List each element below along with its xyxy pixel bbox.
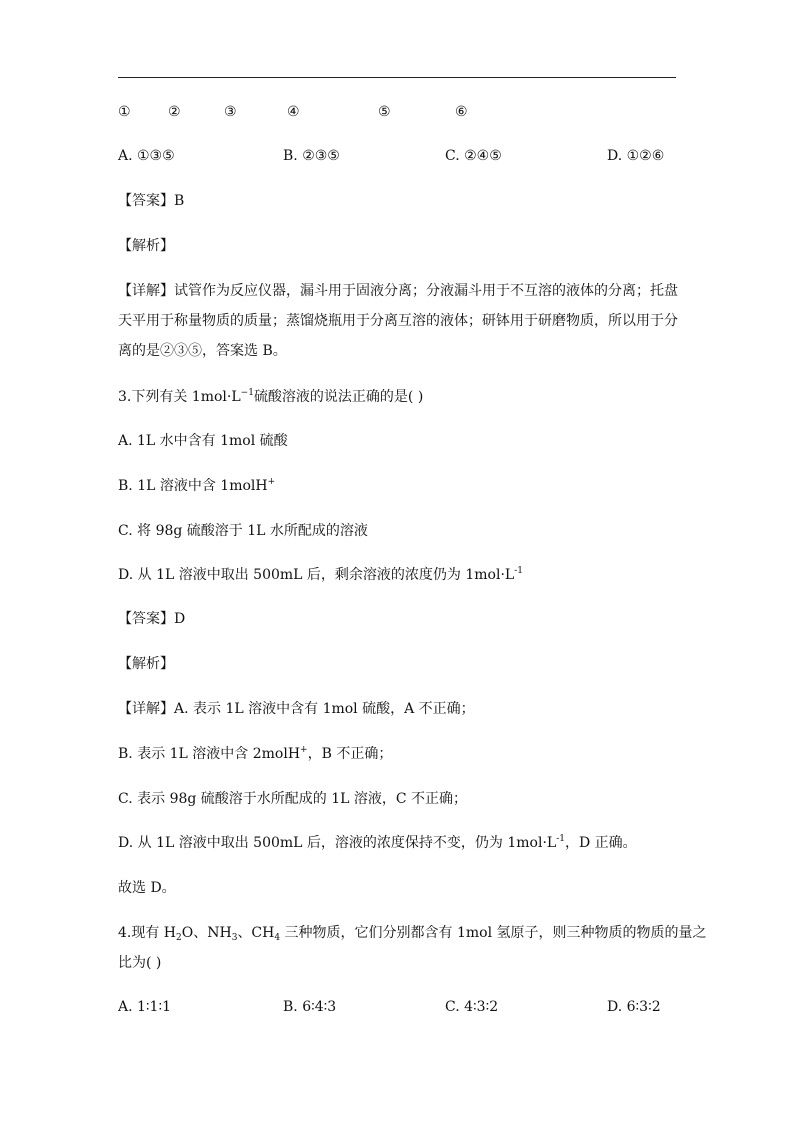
q2-option-c: C. ②④⑤ [445,148,502,164]
q3-detail-c: C. 表示 98g 硫酸溶于水所配成的 1L 溶液，C 不正确； [118,791,468,807]
number-1: ① [118,104,131,120]
q3-option-b-text: B. 1L 溶液中含 1molH [118,478,268,494]
q3-detail-d-pre: D. 从 1L 溶液中取出 500mL 后，溶液的浓度保持不变，仍为 1mol·L [118,835,557,851]
q3-detail-b-post: ，B 不正确； [307,746,393,762]
q3-stem-sup: −1 [240,388,254,398]
q4-stem-line-2: 比为( ) [118,955,162,971]
q3-detail-b [118,744,392,764]
q4-stem-s1: 2 [176,933,182,943]
q3-option-d-text: D. 从 1L 溶液中取出 500mL 后，剩余溶液的浓度仍为 1mol·L [118,567,515,583]
number-6: ⑥ [455,104,468,120]
q2-analysis-label: 【解析】 [118,238,174,254]
q4-option-d: D. 6∶3∶2 [607,999,661,1015]
q3-detail-d-sup: -1 [556,834,565,844]
q4-stem-line-1 [118,923,707,943]
q3-detail-a: 【详解】A. 表示 1L 溶液中含有 1mol 硫酸，A 不正确； [118,701,475,717]
q3-detail-b-sup: + [300,745,308,755]
q4-stem-p4: 三种物质，它们分别都含有 1mol 氢原子，则三种物质的物质的量之 [280,925,707,941]
q3-detail-b-pre: B. 表示 1L 溶液中含 2molH [118,746,301,762]
number-4: ④ [287,104,300,120]
q3-analysis-label: 【解析】 [118,656,174,672]
q2-answer: 【答案】B [118,193,185,209]
q4-option-a: A. 1∶1∶1 [118,999,172,1015]
q2-detail-line-2: 天平用于称量物质的质量；蒸馏烧瓶用于分离互溶的液体；研钵用于研磨物质，所以用于分 [118,313,678,329]
q4-stem-p2: O、NH [181,925,232,941]
q3-option-d-sup: -1 [514,566,523,576]
q3-detail-d [118,833,637,853]
q3-conclusion: 故选 D。 [118,880,176,896]
q3-stem-post: 硫酸溶液的说法正确的是( ) [253,389,424,405]
q4-stem-s2: 3 [231,933,238,943]
q2-option-b: B. ②③⑤ [283,148,340,164]
q4-option-b: B. 6∶4∶3 [283,999,337,1015]
q3-answer: 【答案】D [118,611,186,627]
number-3: ③ [224,104,237,120]
q3-option-b-sup: + [267,477,276,487]
q3-stem-pre: 3.下列有关 1mol·L [118,389,241,405]
q4-stem-s3: 4 [274,933,281,943]
q4-stem-p3: 、CH [237,925,275,941]
q2-option-a: A. ①③⑤ [118,148,175,164]
q4-option-c: C. 4∶3∶2 [445,999,499,1015]
number-2: ② [168,104,181,120]
header-rule [118,77,676,78]
q3-detail-d-post: ，D 正确。 [565,835,637,851]
q2-detail-line-1: 【详解】试管作为反应仪器，漏斗用于固液分离；分液漏斗用于不互溶的液体的分离；托盘 [118,283,678,299]
q3-option-d [118,565,523,585]
q3-option-a: A. 1L 水中含有 1mol 硫酸 [118,433,288,449]
q3-option-c: C. 将 98g 硫酸溶于 1L 水所配成的溶液 [118,523,368,539]
q4-stem-p1: 4.现有 H [118,925,177,941]
q2-detail-line-3: 离的是②③⑤，答案选 B。 [118,343,287,359]
q3-option-b [118,476,275,496]
number-5: ⑤ [378,104,391,120]
q2-option-d: D. ①②⑥ [607,148,665,164]
q3-stem [118,387,423,407]
